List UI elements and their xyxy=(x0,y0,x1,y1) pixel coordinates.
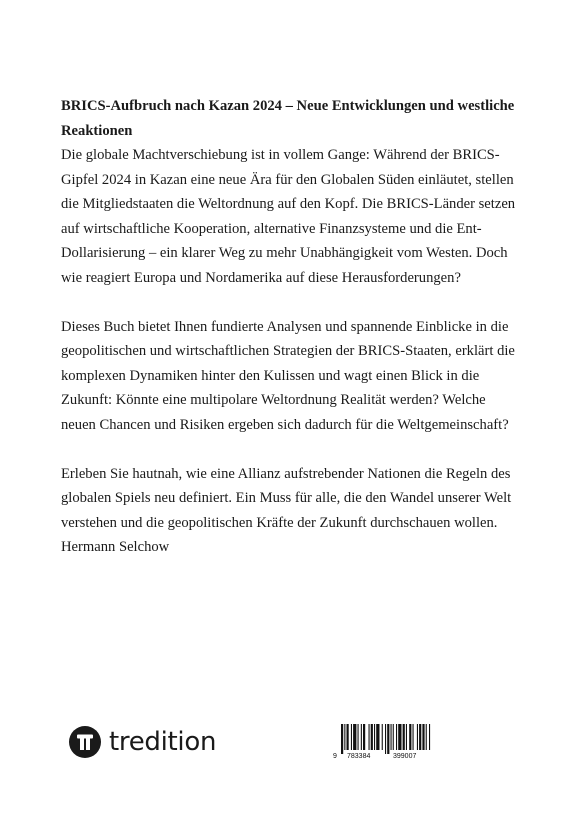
barcode-digit-group-2: 399007 xyxy=(393,753,417,760)
tredition-logo-icon xyxy=(69,726,101,758)
barcode-icon xyxy=(333,724,433,754)
isbn-barcode xyxy=(333,724,433,762)
back-cover-text xyxy=(61,94,521,560)
barcode-digits xyxy=(333,752,433,762)
blurb-paragraph-1: Die globale Machtverschiebung ist in vollem Gange: Während der BRICS-Gipfel 2024 in Kazan eine neue Ära für den Globalen Süden einläutet, stellen die Mitgliedstaaten die Weltordnung auf den Kopf. Die BRICS-Länder setzen auf wirtschaftliche Kooperation, alternative Finanzsysteme und die Ent-Dollarisierung – ein klarer Weg zu mehr Unabhängigkeit vom Westen. Doch wie reagiert Europa und Nordamerika auf diese Herausforderungen? xyxy=(61,147,516,286)
blurb-paragraph-3: Erleben Sie hautnah, wie eine Allianz aufstrebender Nationen die Regeln des globalen Spiels neu definiert. Ein Muss für alle, die den Wandel unserer Welt verstehen und die geopolitischen Kräfte der Zukunft durchschauen wollen. xyxy=(61,465,512,531)
publisher-logo xyxy=(69,726,216,758)
barcode-digit-group-1: 783384 xyxy=(347,753,371,760)
publisher-name: tredition xyxy=(109,727,217,757)
paragraph-spacer xyxy=(61,290,521,315)
author-name: Hermann Selchow xyxy=(61,539,170,555)
blurb-paragraph-2: Dieses Buch bietet Ihnen fundierte Analysen und spannende Einblicke in die geopolitischen und wirtschaftlichen Strategien der BRICS-Staaten, erklärt die komplexen Dynamiken hinter den Kulissen und wagt einen Blick in die Zukunft: Könnte eine multipolare Weltordnung Realität werden? Welche neuen Chancen und Risiken ergeben sich dadurch für die Weltgemeinschaft? xyxy=(61,318,515,433)
paragraph-spacer xyxy=(61,437,521,462)
book-title: BRICS-Aufbruch nach Kazan 2024 – Neue Entwicklungen und westliche Reaktionen xyxy=(61,98,515,139)
barcode-digit-first: 9 xyxy=(333,753,337,760)
